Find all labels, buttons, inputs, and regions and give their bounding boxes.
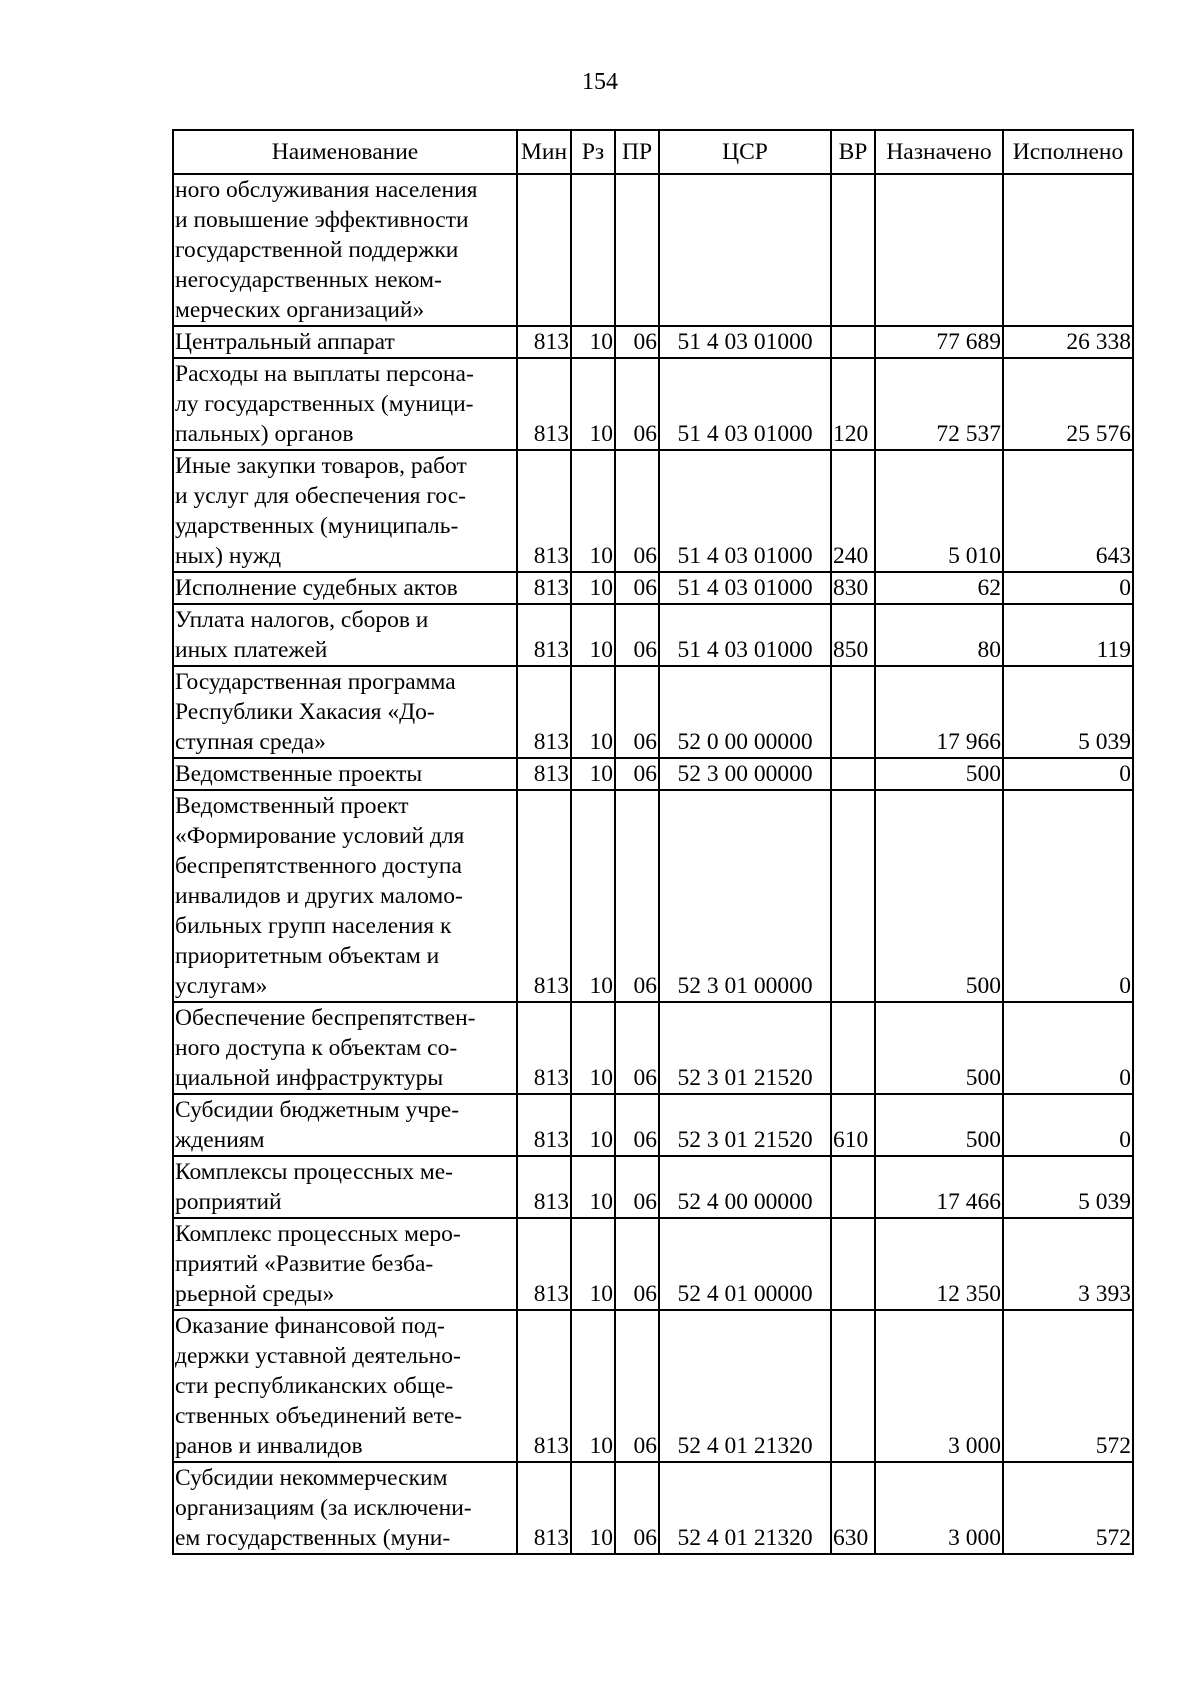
table-row — [173, 758, 1133, 790]
cell-pr: 06 — [615, 1462, 659, 1554]
name-line: негосударственных неком- — [175, 267, 442, 293]
cell-csr: 52 3 00 00000 — [659, 758, 831, 790]
cell-rz: 10 — [571, 1462, 615, 1554]
name-line: ем государственных (муни- — [175, 1525, 451, 1551]
cell-pr: 06 — [615, 758, 659, 790]
cell-vr: 610 — [831, 1094, 875, 1156]
name-line: пальных) органов — [175, 421, 354, 447]
cell-executed: 572 — [1003, 1310, 1133, 1462]
name-line: мерческих организаций» — [175, 297, 425, 323]
cell-assigned: 3 000 — [875, 1310, 1003, 1462]
cell-vr — [831, 758, 875, 790]
name-line: Исполнение судебных актов — [175, 575, 458, 601]
cell-executed: 0 — [1003, 758, 1133, 790]
cell-assigned: 72 537 — [875, 358, 1003, 450]
name-line: Оказание финансовой под- — [175, 1313, 445, 1339]
cell-min: 813 — [517, 1462, 571, 1554]
name-line: ступная среда» — [175, 729, 326, 755]
name-line: ных) нужд — [175, 543, 282, 569]
cell-csr: 52 3 01 00000 — [659, 790, 831, 1002]
page-number: 154 — [582, 69, 618, 95]
cell-rz: 10 — [571, 572, 615, 604]
cell-pr: 06 — [615, 1156, 659, 1218]
name-line: Обеспечение беспрепятствен- — [175, 1005, 476, 1031]
cell-csr: 51 4 03 01000 — [659, 572, 831, 604]
cell-pr: 06 — [615, 1094, 659, 1156]
cell-rz: 10 — [571, 450, 615, 572]
name-line: рьерной среды» — [175, 1281, 335, 1307]
name-line: приятий «Развитие безба- — [175, 1251, 434, 1277]
name-line: иных платежей — [175, 637, 328, 663]
cell-executed: 5 039 — [1003, 1156, 1133, 1218]
cell-name — [173, 326, 517, 358]
table-row — [173, 450, 1133, 572]
name-line: и услуг для обеспечения гос- — [175, 483, 466, 509]
name-line: Субсидии некоммерческим — [175, 1465, 448, 1491]
cell-name — [173, 604, 517, 666]
cell-vr — [831, 326, 875, 358]
table-row — [173, 1218, 1133, 1310]
header-rz: Рз — [571, 130, 615, 174]
cell-assigned: 80 — [875, 604, 1003, 666]
table-row — [173, 174, 1133, 326]
cell-assigned: 5 010 — [875, 450, 1003, 572]
name-line: Субсидии бюджетным учре- — [175, 1097, 460, 1123]
cell-min: 813 — [517, 1156, 571, 1218]
name-line: Ведомственные проекты — [175, 761, 423, 787]
cell-vr: 630 — [831, 1462, 875, 1554]
name-line: услугам» — [175, 973, 268, 999]
cell-name — [173, 758, 517, 790]
cell-min: 813 — [517, 1310, 571, 1462]
cell-pr: 06 — [615, 326, 659, 358]
name-line: лу государственных (муници- — [175, 391, 474, 417]
cell-pr: 06 — [615, 450, 659, 572]
name-line: государственной поддержки — [175, 237, 459, 263]
cell-vr — [831, 1156, 875, 1218]
cell-min: 813 — [517, 666, 571, 758]
cell-rz: 10 — [571, 1094, 615, 1156]
header-row — [173, 130, 1133, 174]
cell-pr: 06 — [615, 1002, 659, 1094]
cell-executed: 5 039 — [1003, 666, 1133, 758]
cell-rz: 10 — [571, 1002, 615, 1094]
cell-min: 813 — [517, 326, 571, 358]
table-row — [173, 1002, 1133, 1094]
name-line: Ведомственный проект — [175, 793, 409, 819]
cell-csr: 51 4 03 01000 — [659, 358, 831, 450]
name-line: «Формирование условий для — [175, 823, 465, 849]
name-line: приоритетным объектам и — [175, 943, 440, 969]
budget-table — [172, 129, 1134, 1555]
cell-name — [173, 666, 517, 758]
cell-rz: 10 — [571, 1156, 615, 1218]
cell-rz: 10 — [571, 666, 615, 758]
cell-vr — [831, 1310, 875, 1462]
header-min: Мин — [517, 130, 571, 174]
cell-min: 813 — [517, 758, 571, 790]
name-line: инвалидов и других маломо- — [175, 883, 463, 909]
cell-name — [173, 450, 517, 572]
cell-pr: 06 — [615, 1218, 659, 1310]
table-row — [173, 1094, 1133, 1156]
cell-executed — [1003, 174, 1133, 326]
cell-assigned — [875, 174, 1003, 326]
cell-csr: 52 4 01 21320 — [659, 1462, 831, 1554]
cell-executed: 119 — [1003, 604, 1133, 666]
cell-assigned: 17 966 — [875, 666, 1003, 758]
cell-assigned: 500 — [875, 1094, 1003, 1156]
cell-rz: 10 — [571, 1310, 615, 1462]
name-line: роприятий — [175, 1189, 282, 1215]
cell-rz: 10 — [571, 790, 615, 1002]
cell-pr: 06 — [615, 1310, 659, 1462]
name-line: бильных групп населения к — [175, 913, 452, 939]
cell-executed: 26 338 — [1003, 326, 1133, 358]
cell-executed: 0 — [1003, 572, 1133, 604]
cell-assigned: 12 350 — [875, 1218, 1003, 1310]
name-line: Центральный аппарат — [175, 329, 395, 355]
name-line: Уплата налогов, сборов и — [175, 607, 429, 633]
name-line: Комплекс процессных меро- — [175, 1221, 461, 1247]
cell-name — [173, 1310, 517, 1462]
cell-rz — [571, 174, 615, 326]
cell-csr: 51 4 03 01000 — [659, 326, 831, 358]
cell-name — [173, 1218, 517, 1310]
cell-min: 813 — [517, 1002, 571, 1094]
cell-vr — [831, 1002, 875, 1094]
name-line: организациям (за исключени- — [175, 1495, 472, 1521]
cell-executed: 643 — [1003, 450, 1133, 572]
cell-min: 813 — [517, 358, 571, 450]
name-line: ственных объединений вете- — [175, 1403, 463, 1429]
header-csr: ЦСР — [659, 130, 831, 174]
cell-vr: 850 — [831, 604, 875, 666]
cell-vr — [831, 174, 875, 326]
cell-vr: 830 — [831, 572, 875, 604]
cell-min: 813 — [517, 604, 571, 666]
header-vr: ВР — [831, 130, 875, 174]
cell-name — [173, 1094, 517, 1156]
name-line: ранов и инвалидов — [175, 1433, 363, 1459]
table-row — [173, 1156, 1133, 1218]
cell-pr: 06 — [615, 790, 659, 1002]
cell-rz: 10 — [571, 358, 615, 450]
cell-assigned: 77 689 — [875, 326, 1003, 358]
cell-name — [173, 790, 517, 1002]
name-line: держки уставной деятельно- — [175, 1343, 461, 1369]
name-line: ного доступа к объектам со- — [175, 1035, 458, 1061]
cell-executed: 0 — [1003, 1002, 1133, 1094]
table-row — [173, 604, 1133, 666]
name-line: ного обслуживания населения — [175, 177, 478, 203]
cell-executed: 572 — [1003, 1462, 1133, 1554]
table-row — [173, 358, 1133, 450]
header-assigned: Назначено — [875, 130, 1003, 174]
cell-assigned: 500 — [875, 758, 1003, 790]
table-row — [173, 1462, 1133, 1554]
cell-csr: 52 4 01 00000 — [659, 1218, 831, 1310]
cell-min: 813 — [517, 1218, 571, 1310]
table-row — [173, 790, 1133, 1002]
name-line: ударственных (муниципаль- — [175, 513, 459, 539]
cell-vr — [831, 666, 875, 758]
cell-min — [517, 174, 571, 326]
name-line: Комплексы процессных ме- — [175, 1159, 453, 1185]
cell-csr: 52 4 01 21320 — [659, 1310, 831, 1462]
cell-assigned: 500 — [875, 790, 1003, 1002]
cell-csr: 52 3 01 21520 — [659, 1002, 831, 1094]
cell-name — [173, 174, 517, 326]
cell-name — [173, 1462, 517, 1554]
name-line: Государственная программа — [175, 669, 456, 695]
cell-csr: 52 0 00 00000 — [659, 666, 831, 758]
cell-vr: 120 — [831, 358, 875, 450]
cell-csr — [659, 174, 831, 326]
cell-vr: 240 — [831, 450, 875, 572]
cell-name — [173, 1156, 517, 1218]
cell-vr — [831, 790, 875, 1002]
name-line: ждениям — [175, 1127, 265, 1153]
name-line: сти республиканских обще- — [175, 1373, 454, 1399]
table-row — [173, 326, 1133, 358]
cell-assigned: 3 000 — [875, 1462, 1003, 1554]
name-line: Иные закупки товаров, работ — [175, 453, 467, 479]
name-line: беспрепятственного доступа — [175, 853, 462, 879]
cell-assigned: 500 — [875, 1002, 1003, 1094]
table-body — [173, 174, 1133, 1554]
cell-rz: 10 — [571, 326, 615, 358]
cell-min: 813 — [517, 1094, 571, 1156]
name-line: Республики Хакасия «До- — [175, 699, 435, 725]
table-row — [173, 572, 1133, 604]
cell-pr: 06 — [615, 572, 659, 604]
cell-pr — [615, 174, 659, 326]
cell-assigned: 17 466 — [875, 1156, 1003, 1218]
cell-csr: 52 4 00 00000 — [659, 1156, 831, 1218]
header-executed: Исполнено — [1003, 130, 1133, 174]
cell-min: 813 — [517, 572, 571, 604]
cell-executed: 0 — [1003, 790, 1133, 1002]
cell-executed: 3 393 — [1003, 1218, 1133, 1310]
cell-name — [173, 572, 517, 604]
cell-rz: 10 — [571, 604, 615, 666]
table-row — [173, 666, 1133, 758]
cell-rz: 10 — [571, 758, 615, 790]
cell-csr: 51 4 03 01000 — [659, 604, 831, 666]
cell-pr: 06 — [615, 604, 659, 666]
name-line: циальной инфраструктуры — [175, 1065, 444, 1091]
cell-vr — [831, 1218, 875, 1310]
cell-pr: 06 — [615, 358, 659, 450]
name-line: и повышение эффективности — [175, 207, 469, 233]
header-name: Наименование — [173, 130, 517, 174]
cell-min: 813 — [517, 450, 571, 572]
cell-assigned: 62 — [875, 572, 1003, 604]
cell-rz: 10 — [571, 1218, 615, 1310]
name-line: Расходы на выплаты персона- — [175, 361, 474, 387]
cell-executed: 0 — [1003, 1094, 1133, 1156]
cell-csr: 51 4 03 01000 — [659, 450, 831, 572]
cell-executed: 25 576 — [1003, 358, 1133, 450]
cell-name — [173, 1002, 517, 1094]
cell-pr: 06 — [615, 666, 659, 758]
table-row — [173, 1310, 1133, 1462]
cell-name — [173, 358, 517, 450]
header-pr: ПР — [615, 130, 659, 174]
cell-csr: 52 3 01 21520 — [659, 1094, 831, 1156]
cell-min: 813 — [517, 790, 571, 1002]
